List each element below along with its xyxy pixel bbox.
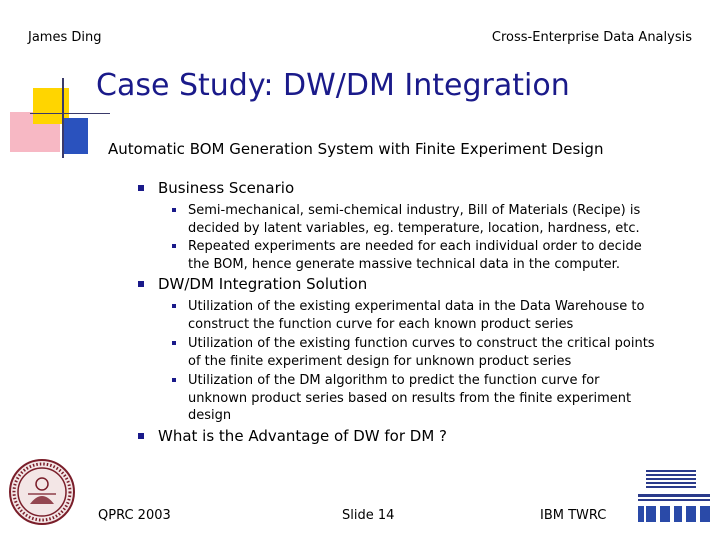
sub-bullet-text: Semi-mechanical, semi-chemical industry, Bill of Materials (Recipe) is decided by latent variables, eg. temperature, location, hardness, etc. — [188, 203, 641, 236]
footer-org: IBM TWRC — [540, 508, 607, 523]
decorative-line-horizontal — [30, 113, 110, 114]
sub-bullet-marker — [172, 208, 176, 212]
sub-bullet-marker — [172, 341, 176, 345]
decorative-block-blue — [64, 118, 88, 154]
sub-bullet-marker — [172, 244, 176, 248]
sub-bullet-marker — [172, 304, 176, 308]
bullet-text: DW/DM Integration Solution — [158, 275, 368, 293]
bullet-marker — [138, 281, 144, 287]
bullet-text: What is the Advantage of DW for DM ? — [158, 427, 447, 445]
sub-bullet-text: Utilization of the existing function curves to construct the critical points of the finite experiment design for unknown product series — [188, 336, 655, 369]
slide-subtitle: Automatic BOM Generation System with Finite Experiment Design — [108, 140, 604, 158]
slide-title: Case Study: DW/DM Integration — [96, 68, 570, 103]
header-author: James Ding — [28, 30, 102, 45]
ibm-logo-icon — [636, 466, 712, 524]
sub-bullet-marker — [172, 378, 176, 382]
sub-bullet-text: Utilization of the existing experimental data in the Data Warehouse to construct the function curve for each known product series — [188, 299, 645, 332]
header-topic: Cross-Enterprise Data Analysis — [491, 30, 692, 45]
bullet-marker — [138, 433, 144, 439]
footer-slide-number: Slide 14 — [342, 508, 395, 523]
bullet-text: Business Scenario — [158, 179, 295, 197]
footer-conference: QPRC 2003 — [98, 508, 171, 523]
statistical-association-seal-icon — [8, 458, 76, 526]
sub-bullet-text: Repeated experiments are needed for each individual order to decide the BOM, hence generate massive technical data in the computer. — [188, 239, 642, 272]
sub-bullet-text: Utilization of the DM algorithm to predict the function curve for unknown product series based on results from the finite experiment design — [188, 373, 632, 423]
decorative-line-vertical — [62, 78, 64, 158]
bullet-marker — [138, 185, 144, 191]
